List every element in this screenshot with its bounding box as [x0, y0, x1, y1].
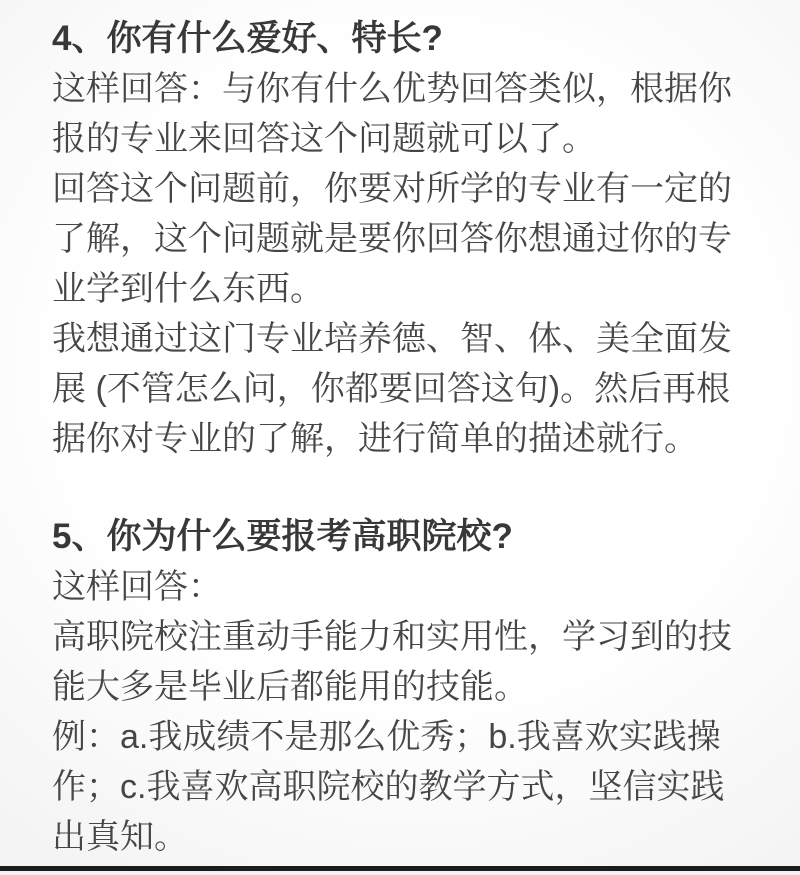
text-content: [52, 14, 748, 862]
answer-paragraph: 高职院校注重动手能力和实用性，学习到的技能大多是毕业后都能用的技能。: [52, 618, 732, 706]
question-4-heading: 4、你有什么爱好、特长?: [52, 19, 443, 58]
qa-section-5: [52, 512, 748, 862]
answer-paragraph: 回答这个问题前，你要对所学的专业有一定的了解，这个问题就是要你回答你想通过你的专业学到什么东西。: [52, 170, 732, 308]
question-5-heading: 5、你为什么要报考高职院校?: [52, 517, 513, 556]
photo-bottom-strip: [0, 871, 800, 875]
answer-paragraph: 这样回答：: [52, 568, 222, 606]
answer-paragraph: 例：a.我成绩不是那么优秀；b.我喜欢实践操作；c.我喜欢高职院校的教学方式，坚信实践出真知。: [52, 718, 725, 856]
qa-section-4: [52, 14, 748, 464]
answer-paragraph: 我想通过这门专业培养德、智、体、美全面发展 (不管怎么问，你都要回答这句)。然后再根据你对专业的了解，进行简单的描述就行。: [52, 320, 732, 458]
answer-paragraph: 这样回答：与你有什么优势回答类似，根据你报的专业来回答这个问题就可以了。: [52, 70, 732, 158]
